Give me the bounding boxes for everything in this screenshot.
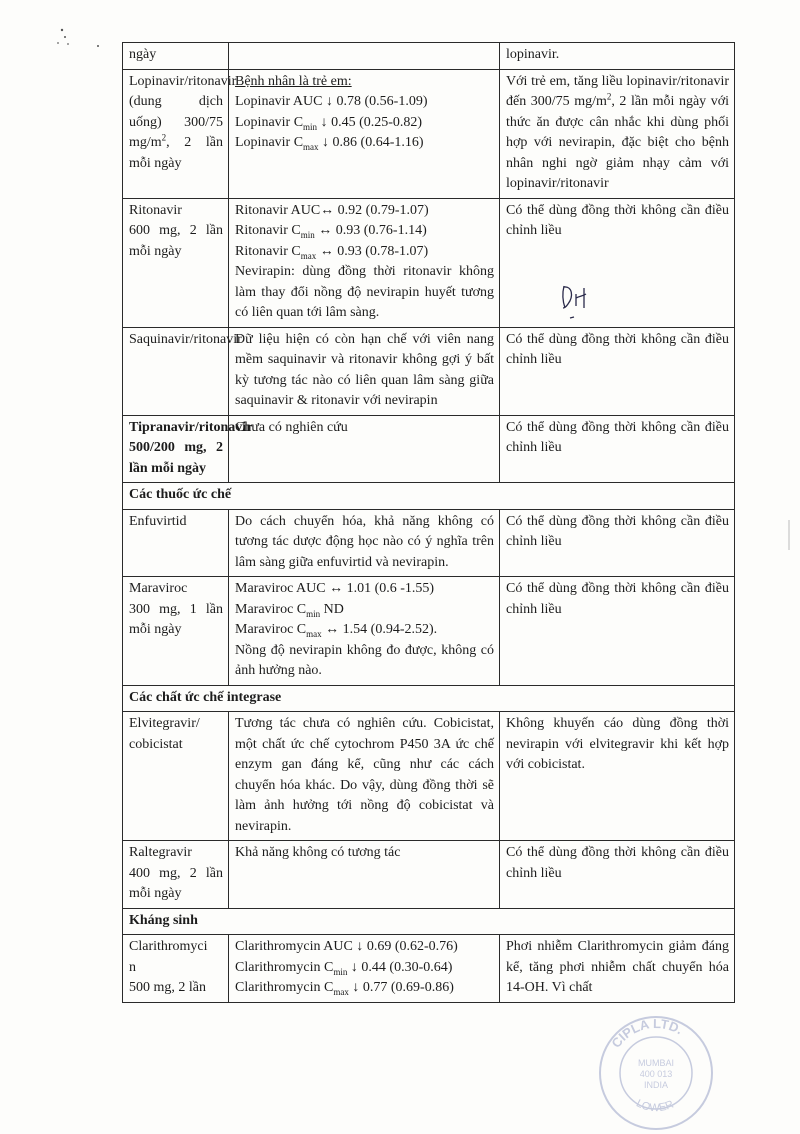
table-row <box>123 198 735 327</box>
effect-cell <box>229 577 500 686</box>
section-row <box>123 685 735 712</box>
effect-cell <box>229 509 500 577</box>
pk-value-line: Ritonavir $C_{max}$ ↔ 0.93 (0.78-1.07) <box>235 243 429 261</box>
effect-cell <box>229 198 500 327</box>
table-row <box>123 577 735 686</box>
recommendation-cell: Phơi nhiễm Clarithromycin giảm đáng kể, tăng phơi nhiễm chất chuyển hóa 14-OH. Vì chất <box>500 935 735 1003</box>
svg-text:400 013: 400 013 <box>639 1069 673 1079</box>
table-row <box>123 841 735 909</box>
effect-cell <box>229 712 500 841</box>
drug-cell: Saquinavir/ritonavir <box>123 327 229 415</box>
svg-text:MUMBAI: MUMBAI <box>638 1058 674 1068</box>
effect-note: Dữ liệu hiện có còn hạn chế với viên nang mềm saquinavir và ritonavir không gợi ý bất kỳ tương tác nào có liên quan lâm sàng giữa saquinavir & ritonavir với nevirapin <box>235 331 494 408</box>
effect-cell <box>229 841 500 909</box>
scan-speck-marks <box>28 24 108 54</box>
recommendation-cell: Với trẻ em, tăng liều lopinavir/ritonavir đến 300/75 $mg/m^2$, 2 lần mỗi ngày với thức ăn được cân nhắc khi dùng phối hợp với nevirapin, đặc biệt cho bệnh nhân nghi ngờ giảm nhạy cảm với lopinavir/ritonavir <box>500 69 735 198</box>
recommendation-cell: Có thể dùng đồng thời không cần điều chỉnh liều <box>500 327 735 415</box>
interaction-table <box>122 42 735 1003</box>
section-row <box>123 483 735 510</box>
pk-value-line: Lopinavir AUC ↓ 0.78 (0.56-1.09) <box>235 94 428 109</box>
pk-value-line: Lopinavir $C_{min}$ ↓ 0.45 (0.25-0.82) <box>235 114 423 132</box>
effect-note: Khả năng không có tương tác <box>235 845 401 860</box>
recommendation-cell: Có thể dùng đồng thời không cần điều chỉnh liều <box>500 198 735 327</box>
effect-cell <box>229 935 500 1003</box>
effect-note: Tương tác chưa có nghiên cứu. Cobicistat, một chất ức chế cytochrom P450 3A ức chế enzym gan đáng kể, cũng như các cách chuyển hóa khác. Do vậy, dùng đồng thời sẽ làm ảnh hưởng tới nồng độ cobicistat và nevirapin. <box>235 716 494 834</box>
pk-value-line: Clarithromycin $C_{max}$ ↓ 0.77 (0.69-0.86) <box>235 980 454 997</box>
drug-cell: Ritonavir 600 mg, 2 lần mỗi ngày <box>123 198 229 327</box>
effect-cell <box>229 327 500 415</box>
effect-note: Nevirapin: dùng đồng thời ritonavir không làm thay đổi nồng độ nevirapin huyết tương có liên quan tới lâm sàng. <box>235 264 494 320</box>
pk-value-line: Clarithromycin AUC ↓ 0.69 (0.62-0.76) <box>235 939 458 954</box>
table-row <box>123 43 735 70</box>
drug-cell: Elvitegravir/ cobicistat <box>123 712 229 841</box>
section-row <box>123 908 735 935</box>
section-title: Kháng sinh <box>123 908 735 935</box>
effect-cell <box>229 43 500 70</box>
recommendation-cell: Có thể dùng đồng thời không cần điều chỉnh liều <box>500 509 735 577</box>
table-row <box>123 415 735 483</box>
table-row <box>123 509 735 577</box>
recommendation-cell: Có thể dùng đồng thời không cần điều chỉnh liều <box>500 577 735 686</box>
pk-value-line: Ritonavir AUC↔ 0.92 (0.79-1.07) <box>235 202 429 218</box>
drug-cell: Maraviroc 300 mg, 1 lần mỗi ngày <box>123 577 229 686</box>
effect-cell <box>229 69 500 198</box>
drug-cell: Lopinavir/ritonavir (dung dịch uống) 300/75 $mg/m^2$, 2 lần mỗi ngày <box>123 69 229 198</box>
pk-value-line: Maraviroc $C_{max}$ ↔ 1.54 (0.94-2.52). <box>235 622 438 639</box>
company-seal-stamp <box>597 1014 715 1132</box>
table-row <box>123 712 735 841</box>
drug-cell: Clarithromyci n 500 mg, 2 lần <box>123 935 229 1003</box>
drug-cell: Enfuvirtid <box>123 509 229 577</box>
pk-value-line: Lopinavir $C_{max}$ ↓ 0.86 (0.64-1.16) <box>235 135 424 152</box>
scan-edge-mark <box>786 520 792 550</box>
effect-note: Do cách chuyển hóa, khả năng không có tương tác dược động học nào có ý nghĩa trên lâm sàng giữa enfuvirtid và nevirapin. <box>235 513 494 570</box>
svg-text:LOWER: LOWER <box>634 1097 676 1115</box>
recommendation-cell: Có thể dùng đồng thời không cần điều chỉnh liều <box>500 415 735 483</box>
section-title: Các chất ức chế integrase <box>123 685 735 712</box>
table-row <box>123 327 735 415</box>
section-title: Các thuốc ức chế <box>123 483 735 510</box>
effect-note: Chưa có nghiên cứu <box>235 419 348 435</box>
table-row <box>123 69 735 198</box>
effect-cell <box>229 415 500 483</box>
pk-value-line: Maraviroc $C_{min}$ ND <box>235 601 344 619</box>
drug-cell: Raltegravir 400 mg, 2 lần mỗi ngày <box>123 841 229 909</box>
recommendation-cell: Có thể dùng đồng thời không cần điều chỉnh liều <box>500 841 735 909</box>
pk-value-line: Maraviroc AUC ↔ 1.01 (0.6 -1.55) <box>235 581 435 596</box>
pk-value-line: Clarithromycin $C_{min}$ ↓ 0.44 (0.30-0.64) <box>235 959 453 977</box>
effect-note: Nồng độ nevirapin không đo được, không có ảnh hưởng nào. <box>235 642 494 678</box>
handwritten-initials <box>556 280 596 320</box>
pk-value-line: Ritonavir $C_{min}$ ↔ 0.93 (0.76-1.14) <box>235 223 427 240</box>
drug-cell: ngày <box>123 43 229 70</box>
svg-text:CIPLA LTD.: CIPLA LTD. <box>608 1015 686 1051</box>
effect-subtitle: Bệnh nhân là trẻ em: <box>235 73 352 89</box>
table-row <box>123 935 735 1003</box>
recommendation-cell: Không khuyến cáo dùng đồng thời nevirapin với elvitegravir khi kết hợp với cobicistat. <box>500 712 735 841</box>
drug-cell: Tipranavir/ritonavir 500/200 mg, 2 lần mỗi ngày <box>123 415 229 483</box>
recommendation-cell: lopinavir. <box>500 43 735 70</box>
svg-text:INDIA: INDIA <box>643 1080 669 1090</box>
